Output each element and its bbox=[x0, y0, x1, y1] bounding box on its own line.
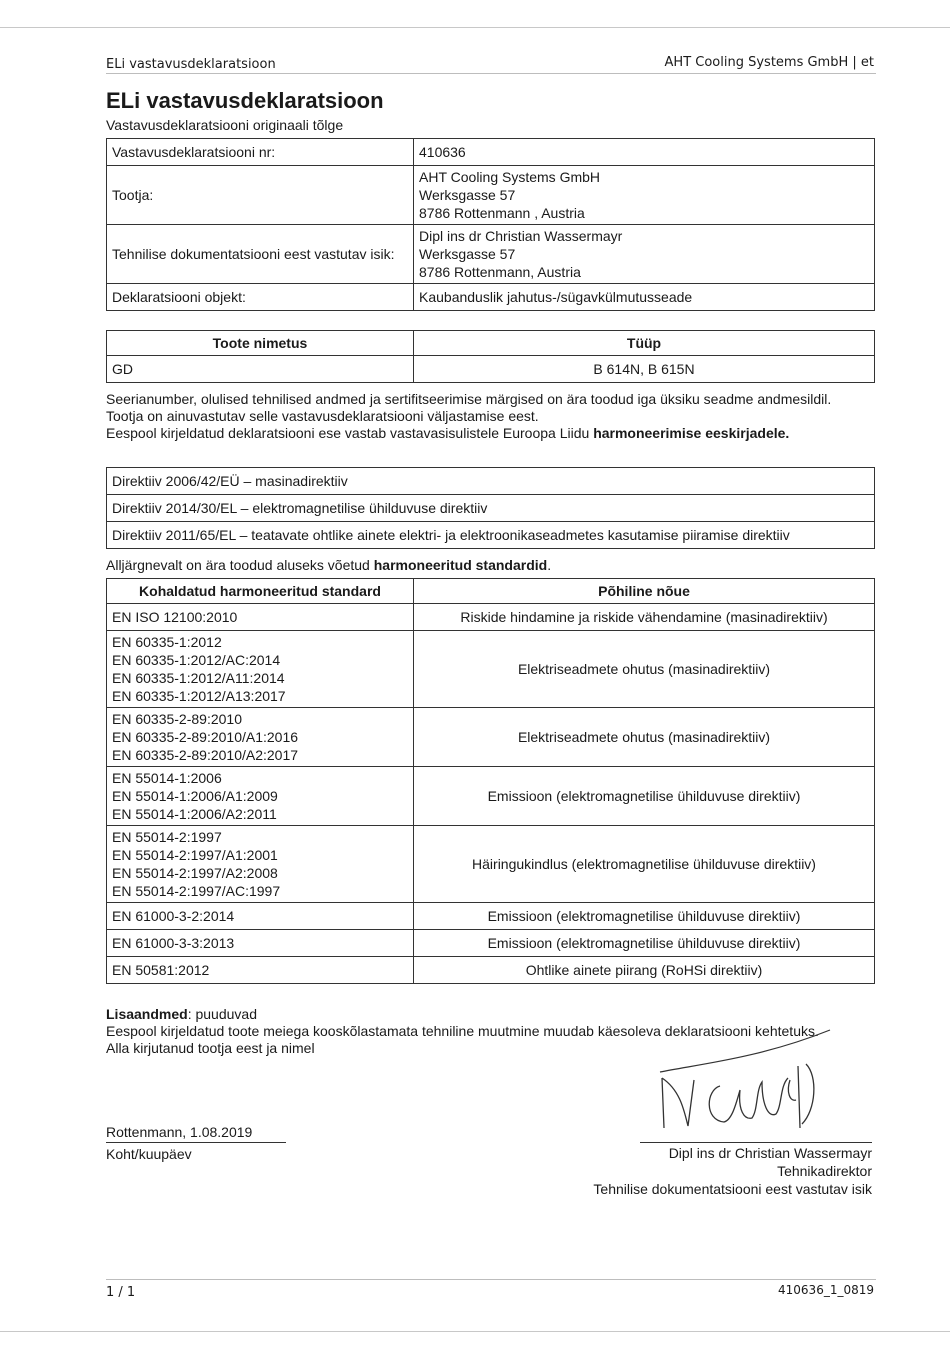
standard-line: EN 60335-1:2012 bbox=[112, 634, 222, 650]
standard-header: Kohaldatud harmoneeritud standard bbox=[107, 579, 414, 604]
object-value: Kaubanduslik jahutus-/sügavkülmutusseade bbox=[414, 284, 875, 311]
additional-line: Eespool kirjeldatud toote meiega kooskõlastamata tehniline muutmine muudab käesoleva deklaratsiooni kehtetuks. bbox=[106, 1023, 819, 1039]
document-subtitle: Vastavusdeklaratsiooni originaali tõlge bbox=[106, 117, 344, 133]
standard-line: EN 50581:2012 bbox=[112, 962, 210, 978]
standard-cell bbox=[107, 708, 414, 767]
standard-cell bbox=[107, 604, 414, 631]
standard-line: EN 55014-2:1997/AC:1997 bbox=[112, 883, 281, 899]
requirement-cell: Ohtlike ainete piirang (RoHSi direktiiv) bbox=[414, 957, 875, 984]
standard-line: EN 55014-2:1997 bbox=[112, 829, 222, 845]
requirement-cell: Häiringukindlus (elektromagnetilise ühilduvuse direktiiv) bbox=[414, 826, 875, 903]
table-row bbox=[107, 604, 875, 631]
document-title: ELi vastavusdeklaratsioon bbox=[106, 88, 384, 113]
signatory-block bbox=[593, 1144, 872, 1198]
requirement-cell: Emissioon (elektromagnetilise ühilduvuse direktiiv) bbox=[414, 903, 875, 930]
standard-line: EN 60335-1:2012/AC:2014 bbox=[112, 652, 281, 668]
table-row bbox=[107, 957, 875, 984]
standards-table bbox=[106, 578, 875, 984]
signature-line bbox=[640, 1142, 872, 1143]
directive-item: Direktiiv 2014/30/EL – elektromagnetilise ühilduvuse direktiiv bbox=[107, 495, 875, 522]
table-row bbox=[107, 708, 875, 767]
tech-line: Werksgasse 57 bbox=[419, 246, 516, 262]
page-top-rule bbox=[0, 27, 950, 28]
place-date-label: Koht/kuupäev bbox=[106, 1146, 192, 1162]
table-header-row bbox=[107, 579, 875, 604]
tech-line: 8786 Rottenmann, Austria bbox=[419, 264, 581, 280]
intro-text: Eespool kirjeldatud deklaratsiooni ese vastab vastavasisulistele Euroopa Liidu bbox=[106, 425, 594, 441]
table-row bbox=[107, 468, 875, 495]
signatory-name: Dipl ins dr Christian Wassermayr bbox=[668, 1145, 872, 1161]
standard-line: EN 55014-1:2006 bbox=[112, 770, 222, 786]
standard-line: EN 60335-1:2012/A11:2014 bbox=[112, 670, 285, 686]
header-divider bbox=[106, 73, 876, 74]
standards-intro-text: Alljärgnevalt on ära toodud aluseks võetud bbox=[106, 557, 374, 573]
table-header-row bbox=[107, 331, 875, 356]
product-name: GD bbox=[107, 356, 414, 383]
additional-line: Alla kirjutanud tootja eest ja nimel bbox=[106, 1040, 315, 1056]
signatory-responsibility: Tehnilise dokumentatsiooni eest vastutav isik bbox=[593, 1181, 872, 1197]
standard-line: EN 61000-3-3:2013 bbox=[112, 935, 235, 951]
additional-value: : puuduvad bbox=[187, 1006, 257, 1022]
maker-value bbox=[414, 166, 875, 225]
place-date-line bbox=[106, 1142, 286, 1143]
requirement-cell: Elektriseadmete ohutus (masinadirektiiv) bbox=[414, 708, 875, 767]
declaration-info-table bbox=[106, 138, 875, 311]
standard-line: EN 55014-1:2006/A1:2009 bbox=[112, 788, 278, 804]
handwritten-signature bbox=[640, 1020, 840, 1130]
intro-line: Seerianumber, olulised tehnilised andmed ja sertifitseerimise märgised on ära toodud iga üksiku seadme andmesildil. bbox=[106, 391, 832, 407]
standards-intro-bold: harmoneeritud standardid bbox=[373, 557, 548, 573]
standard-line: EN 55014-1:2006/A2:2011 bbox=[112, 806, 277, 822]
standard-cell bbox=[107, 826, 414, 903]
tech-label: Tehnilise dokumentatsiooni eest vastutav isik: bbox=[107, 225, 414, 284]
requirement-cell: Elektriseadmete ohutus (masinadirektiiv) bbox=[414, 631, 875, 708]
standard-line: EN 55014-2:1997/A2:2008 bbox=[112, 865, 278, 881]
table-row bbox=[107, 767, 875, 826]
standard-line: EN 60335-1:2012/A13:2017 bbox=[112, 688, 286, 704]
standard-cell bbox=[107, 903, 414, 930]
directives-table bbox=[106, 467, 875, 549]
header-right: AHT Cooling Systems GmbH | et bbox=[664, 55, 874, 70]
product-table bbox=[106, 330, 875, 383]
nr-value: 410636 bbox=[414, 139, 875, 166]
nr-label: Vastavusdeklaratsiooni nr: bbox=[107, 139, 414, 166]
requirement-cell: Emissioon (elektromagnetilise ühilduvuse direktiiv) bbox=[414, 930, 875, 957]
table-row bbox=[107, 631, 875, 708]
table-row bbox=[107, 166, 875, 225]
requirement-cell: Emissioon (elektromagnetilise ühilduvuse direktiiv) bbox=[414, 767, 875, 826]
table-row bbox=[107, 139, 875, 166]
table-row bbox=[107, 522, 875, 549]
tech-value bbox=[414, 225, 875, 284]
additional-label: Lisaandmed bbox=[106, 1006, 188, 1022]
standard-line: EN 60335-2-89:2010/A2:2017 bbox=[112, 747, 299, 763]
table-row bbox=[107, 903, 875, 930]
standard-line: EN 61000-3-2:2014 bbox=[112, 908, 235, 924]
maker-line: Werksgasse 57 bbox=[419, 187, 516, 203]
standard-line: EN 60335-2-89:2010 bbox=[112, 711, 242, 727]
product-type-header: Tüüp bbox=[414, 331, 875, 356]
standard-line: EN 60335-2-89:2010/A1:2016 bbox=[112, 729, 299, 745]
page-bottom-rule bbox=[0, 1331, 950, 1332]
requirement-cell: Riskide hindamine ja riskide vähendamine (masinadirektiiv) bbox=[414, 604, 875, 631]
place-date: Rottenmann, 1.08.2019 bbox=[106, 1124, 253, 1140]
maker-line: AHT Cooling Systems GmbH bbox=[419, 169, 601, 185]
object-label: Deklaratsiooni objekt: bbox=[107, 284, 414, 311]
maker-label: Tootja: bbox=[107, 166, 414, 225]
page-number: 1 / 1 bbox=[106, 1285, 136, 1300]
maker-line: 8786 Rottenmann , Austria bbox=[419, 205, 585, 221]
standard-cell bbox=[107, 930, 414, 957]
standards-intro-suffix: . bbox=[547, 557, 552, 573]
document-id: 410636_1_0819 bbox=[778, 1283, 874, 1297]
product-type: B 614N, B 615N bbox=[414, 356, 875, 383]
table-row bbox=[107, 225, 875, 284]
standard-cell bbox=[107, 767, 414, 826]
standard-line: EN 55014-2:1997/A1:2001 bbox=[112, 847, 278, 863]
product-name-header: Toote nimetus bbox=[107, 331, 414, 356]
standards-intro bbox=[106, 557, 876, 574]
intro-paragraph bbox=[106, 391, 876, 442]
requirement-header: Põhiline nõue bbox=[414, 579, 875, 604]
header-left: ELi vastavusdeklaratsioon bbox=[106, 57, 276, 72]
standard-cell bbox=[107, 957, 414, 984]
intro-line: Tootja on ainuvastutav selle vastavusdeklaratsiooni väljastamise eest. bbox=[106, 408, 539, 424]
table-row bbox=[107, 356, 875, 383]
directive-item: Direktiiv 2011/65/EL – teatavate ohtlike ainete elektri- ja elektroonikaseadmetes kasutamise piiramise direktiiv bbox=[107, 522, 875, 549]
signatory-role: Tehnikadirektor bbox=[777, 1163, 872, 1179]
tech-line: Dipl ins dr Christian Wassermayr bbox=[419, 228, 623, 244]
table-row bbox=[107, 930, 875, 957]
table-row bbox=[107, 495, 875, 522]
footer-divider bbox=[106, 1279, 876, 1280]
standard-cell bbox=[107, 631, 414, 708]
table-row bbox=[107, 284, 875, 311]
standard-line: EN ISO 12100:2010 bbox=[112, 609, 238, 625]
table-row bbox=[107, 826, 875, 903]
directive-item: Direktiiv 2006/42/EÜ – masinadirektiiv bbox=[107, 468, 875, 495]
intro-line bbox=[106, 425, 876, 442]
intro-bold: harmoneerimise eeskirjadele. bbox=[593, 425, 790, 441]
